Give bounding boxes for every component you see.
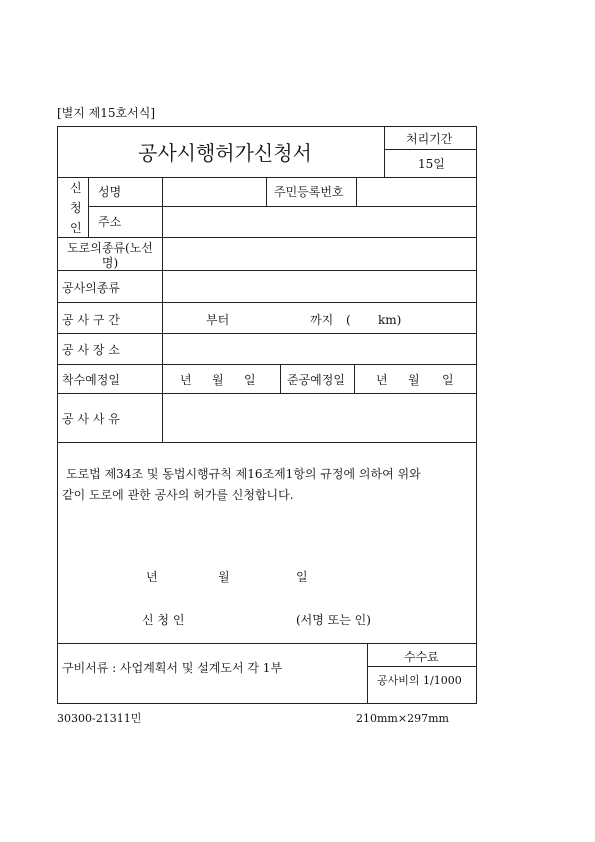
start-label: 착수예정일 bbox=[62, 373, 120, 387]
form-id: [별지 제15호서식] bbox=[57, 106, 155, 120]
footer-size: 210mm×297mm bbox=[356, 712, 449, 725]
resident-label-left bbox=[266, 177, 267, 206]
signer-label: 신 청 인 bbox=[142, 613, 185, 627]
section-to: 까지 bbox=[310, 313, 334, 327]
processing-divider bbox=[384, 127, 385, 177]
end-label-left bbox=[280, 364, 281, 393]
fee-mid-line bbox=[367, 666, 476, 667]
end-year: 년 bbox=[376, 373, 388, 387]
processing-mid-line bbox=[384, 149, 476, 150]
end-month: 월 bbox=[408, 373, 420, 387]
start-day: 일 bbox=[244, 373, 256, 387]
section-from: 부터 bbox=[206, 313, 230, 327]
statement-line-2: 같이 도로에 관한 공사의 허가를 신청합니다. bbox=[62, 488, 294, 502]
name-field[interactable] bbox=[163, 178, 265, 205]
processing-value: 15일 bbox=[418, 157, 445, 171]
end-label: 준공예정일 bbox=[287, 373, 345, 387]
footer-code: 30300-21311민 bbox=[57, 712, 142, 725]
start-year: 년 bbox=[180, 373, 192, 387]
line-under-work-type bbox=[58, 302, 476, 303]
section-km-close: km) bbox=[378, 313, 402, 327]
form-title: 공사시행허가신청서 bbox=[138, 141, 312, 165]
work-type-label: 공사의종류 bbox=[62, 281, 120, 295]
location-field[interactable] bbox=[163, 334, 475, 363]
road-type-field[interactable] bbox=[163, 238, 475, 269]
date-month: 월 bbox=[218, 570, 230, 584]
reason-label: 공 사 사 유 bbox=[62, 412, 120, 426]
date-day: 일 bbox=[296, 570, 308, 584]
end-label-right bbox=[354, 364, 355, 393]
attachments-text: 구비서류 : 사업계획서 및 설계도서 각 1부 bbox=[62, 661, 283, 675]
resident-no-label: 주민등록번호 bbox=[274, 185, 344, 199]
name-label: 성명 bbox=[98, 185, 122, 199]
location-label: 공 사 장 소 bbox=[62, 343, 120, 357]
processing-label: 처리기간 bbox=[406, 132, 453, 146]
start-month: 월 bbox=[212, 373, 224, 387]
applicant-group-divider bbox=[88, 177, 89, 237]
statement-line-1: 도로법 제34조 및 동법시행규칙 제16조제1항의 규정에 의하여 위와 bbox=[66, 467, 421, 481]
resident-no-field[interactable] bbox=[357, 178, 475, 205]
end-day: 일 bbox=[442, 373, 454, 387]
applicant-label-2: 청 bbox=[70, 201, 82, 215]
fee-label: 수수료 bbox=[404, 650, 439, 664]
reason-field[interactable] bbox=[163, 394, 475, 441]
sign-note: (서명 또는 인) bbox=[296, 613, 371, 627]
fee-value: 공사비의 1/1000 bbox=[377, 674, 462, 687]
applicant-label-1: 신 bbox=[70, 181, 82, 195]
work-type-field[interactable] bbox=[163, 271, 475, 301]
line-under-location bbox=[58, 364, 476, 365]
address-field[interactable] bbox=[163, 207, 475, 236]
line-under-reason bbox=[58, 442, 476, 443]
date-year: 년 bbox=[146, 570, 158, 584]
road-type-label: 도로의종류(노선명) bbox=[67, 241, 153, 270]
section-km-open: ( bbox=[346, 313, 351, 327]
fee-left-line bbox=[367, 643, 368, 703]
line-above-attachments bbox=[58, 643, 476, 644]
address-label: 주소 bbox=[98, 215, 122, 229]
section-label: 공 사 구 간 bbox=[62, 313, 120, 327]
applicant-label-3: 인 bbox=[70, 221, 82, 235]
